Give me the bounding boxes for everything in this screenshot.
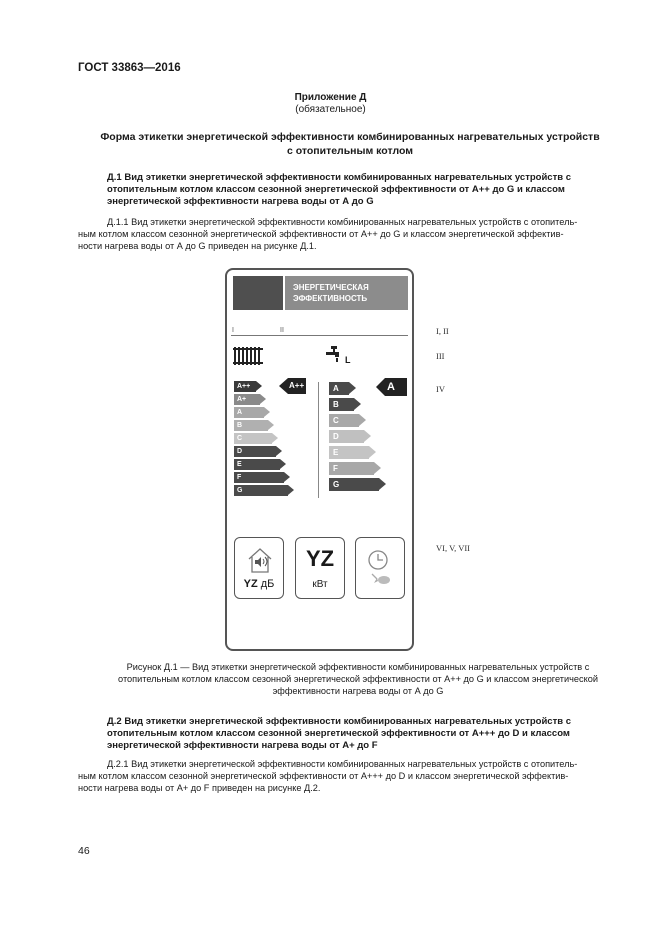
right-class-indicator	[385, 378, 407, 396]
form-title-line: Форма этикетки энергетической эффективности комбинированных нагревательных устройств	[100, 131, 600, 143]
bar-arrow-tip	[364, 430, 371, 442]
right-class-label: B	[333, 400, 339, 409]
clock-icon	[364, 548, 396, 593]
indicator-arrow	[376, 378, 385, 396]
right-class-label: E	[333, 448, 339, 457]
bar-arrow-tip	[260, 394, 266, 404]
left-class-bar	[234, 459, 280, 470]
label-divider	[231, 335, 408, 336]
noise-value-line	[234, 578, 284, 590]
figure-caption	[88, 661, 628, 697]
heading-line: Д.2 Вид этикетки энергетической эффективности комбинированных нагревательных устройств с	[107, 716, 571, 727]
heading-line: Д.1 Вид этикетки энергетической эффективности комбинированных нагревательных устройств с	[107, 172, 571, 183]
radiator-icon	[232, 345, 266, 372]
bar-arrow-tip	[354, 398, 361, 410]
section-d1-paragraph	[78, 216, 618, 252]
left-class-label: D	[237, 448, 243, 455]
bar-arrow-tip	[284, 472, 290, 482]
noise-value: YZ	[243, 578, 258, 590]
left-class-label: G	[237, 487, 243, 494]
left-class-label: C	[237, 435, 243, 442]
heading-line: отопительным котлом классом сезонной энергетической эффективности от А+++ до D и классом	[107, 728, 570, 739]
power-unit: кВт	[312, 579, 328, 590]
bar-arrow-tip	[288, 485, 294, 495]
left-class-label: F	[237, 474, 242, 481]
bar-arrow-tip	[280, 459, 286, 469]
left-class-label: B	[237, 422, 243, 429]
section-d1-heading	[107, 172, 617, 208]
left-class-bar	[234, 407, 264, 418]
left-class-indicator	[288, 378, 306, 394]
left-class-bar	[234, 433, 272, 444]
annex-note: (обязательное)	[295, 104, 366, 115]
right-class-bar	[329, 382, 349, 395]
annex-title: Приложение Д	[294, 92, 367, 103]
label-header-line: ЭФФЕКТИВНОСТЬ	[293, 294, 368, 303]
right-class-bar	[329, 462, 374, 475]
page-number: 46	[78, 845, 90, 857]
left-class-label: E	[237, 461, 242, 468]
side-label-3: IV	[436, 384, 445, 394]
para-line: ным котлом классом сезонной энергетической эффективности от А++ до G и классом энергетической эффектив-	[78, 229, 564, 239]
roman-II: II	[280, 327, 284, 334]
bar-arrow-tip	[374, 462, 381, 474]
form-title	[70, 130, 630, 158]
right-class-label: A	[333, 384, 339, 393]
section-d2-heading	[107, 716, 617, 752]
left-class-bar	[234, 485, 288, 496]
caption-line: Рисунок Д.1 — Вид этикетки энергетической эффективности комбинированных нагревательных устройств с	[126, 662, 590, 672]
power-value: YZ	[305, 546, 335, 571]
left-class-bar	[234, 394, 260, 405]
right-class-bar	[329, 446, 369, 459]
heading-line: отопительным котлом классом сезонной энергетической эффективности от А++ до G и классом	[107, 184, 565, 195]
indicator-arrow	[279, 378, 288, 394]
bar-arrow-tip	[349, 382, 356, 394]
label-header-line: ЭНЕРГЕТИЧЕСКАЯ	[293, 283, 369, 292]
bar-arrow-tip	[379, 478, 386, 490]
heading-line: энергетической эффективности нагрева воды от А до G	[107, 196, 374, 207]
scale-divider	[318, 382, 319, 498]
right-class-label: F	[333, 464, 338, 473]
caption-line: эффективности нагрева воды от А до G	[272, 686, 444, 696]
right-class-bar	[329, 414, 359, 427]
label-logo-block	[233, 276, 283, 310]
left-indicator-label: A++	[289, 381, 305, 390]
bar-arrow-tip	[256, 381, 262, 391]
left-class-label: A	[237, 409, 243, 416]
right-class-bar	[329, 478, 379, 491]
para-line: ности нагрева воды от А+ до F приведен на рисунке Д.2.	[78, 783, 321, 793]
left-class-label: A++	[237, 383, 251, 390]
bar-arrow-tip	[276, 446, 282, 456]
label-header	[285, 276, 408, 310]
left-class-bar	[234, 420, 268, 431]
right-class-label: D	[333, 432, 339, 441]
roman-I: I	[232, 327, 234, 334]
side-label-2: III	[436, 351, 445, 361]
bar-arrow-tip	[272, 433, 278, 443]
form-title-line: с отопительным котлом	[286, 145, 414, 157]
tap-subscript: L	[345, 355, 351, 365]
left-class-label: A+	[237, 396, 247, 403]
right-class-label: G	[333, 480, 340, 489]
side-label-1: I, II	[436, 326, 449, 336]
para-line: Д.1.1 Вид этикетки энергетической эффективности комбинированных нагревательных устройств с отопитель-	[107, 217, 578, 227]
sound-house-icon	[246, 546, 274, 579]
bar-arrow-tip	[268, 420, 274, 430]
left-class-bar	[234, 446, 276, 457]
bar-arrow-tip	[264, 407, 270, 417]
caption-line: отопительным котлом классом сезонной энергетической эффективности от А++ до G и классом энергетической	[118, 674, 598, 684]
right-class-bar	[329, 398, 354, 411]
para-line: Д.2.1 Вид этикетки энергетической эффективности комбинированных нагревательных устройств с отопитель-	[107, 759, 578, 769]
annex-heading	[0, 92, 661, 116]
right-indicator-label: A	[387, 381, 395, 393]
noise-unit: дБ	[260, 578, 275, 590]
bar-arrow-tip	[359, 414, 366, 426]
right-class-label: C	[333, 416, 339, 425]
right-class-bar	[329, 430, 364, 443]
side-label-4: VI, V, VII	[436, 543, 471, 553]
bar-arrow-tip	[369, 446, 376, 458]
left-class-bar	[234, 472, 284, 483]
section-d2-paragraph	[78, 758, 618, 794]
heading-line: энергетической эффективности нагрева воды от А+ до F	[107, 740, 378, 751]
water-tap-icon	[325, 345, 345, 368]
left-class-bar	[234, 381, 256, 392]
para-line: ным котлом классом сезонной энергетической эффективности от А+++ до D и классом энергетической эффектив-	[78, 771, 569, 781]
para-line: ности нагрева воды от А до G приведен на рисунке Д.1.	[78, 241, 317, 251]
standard-number: ГОСТ 33863—2016	[78, 62, 181, 74]
